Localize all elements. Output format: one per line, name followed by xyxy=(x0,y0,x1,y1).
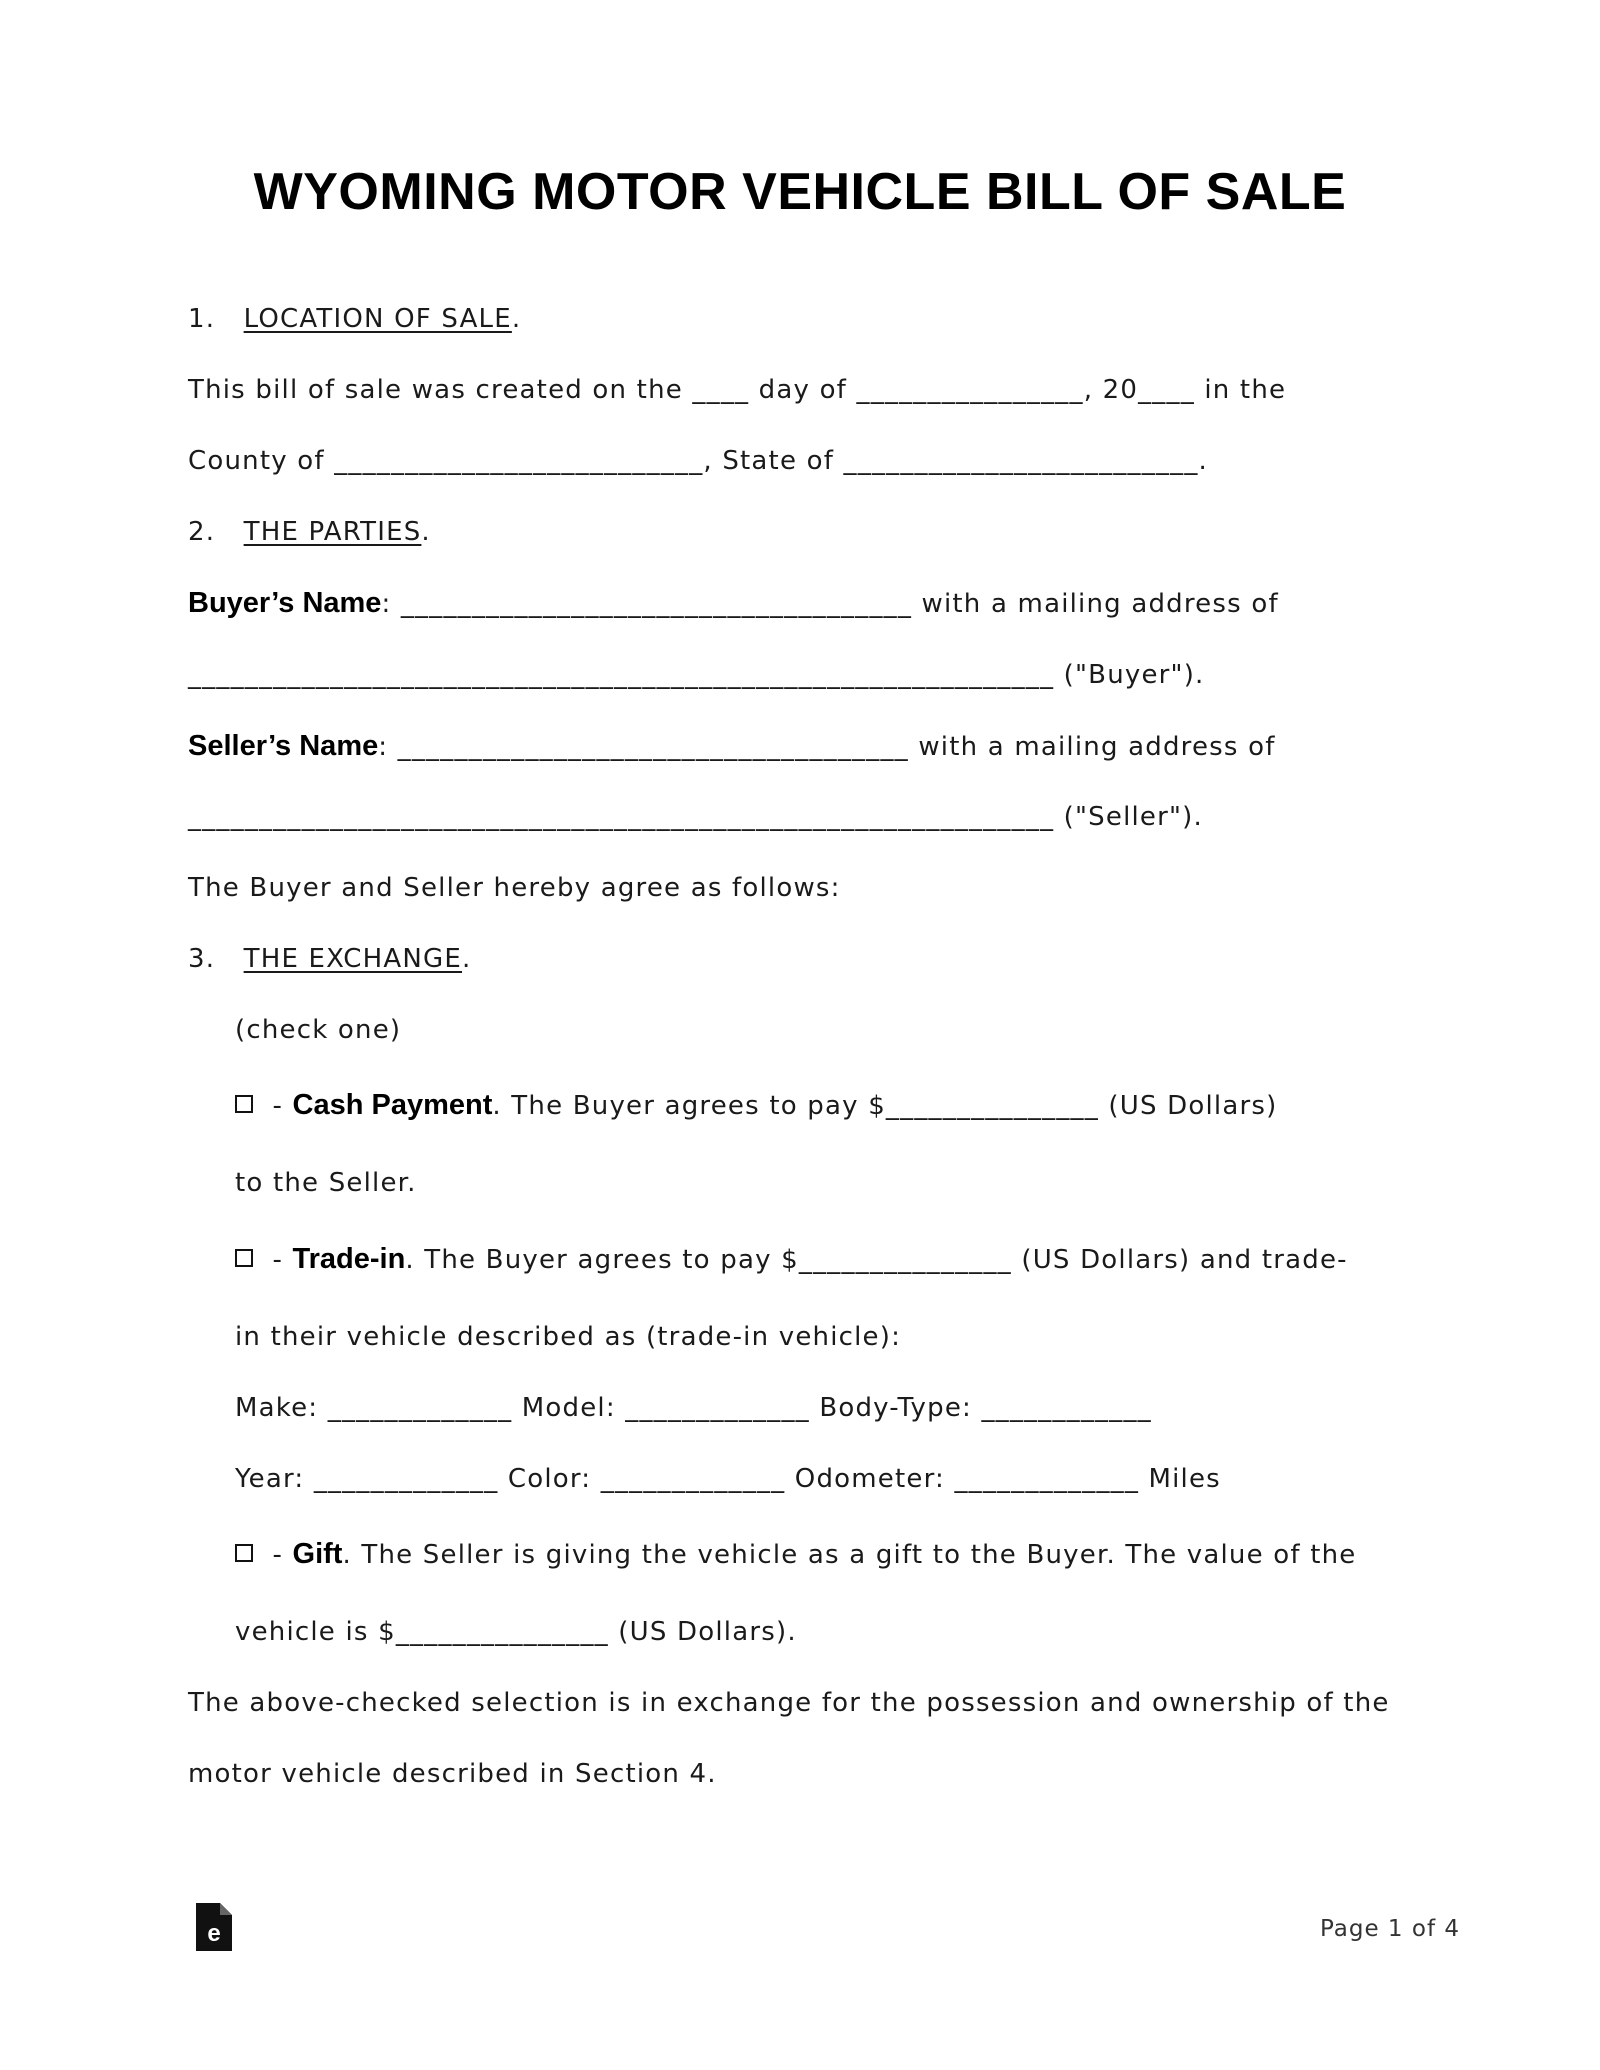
trade-in-label: Trade-in xyxy=(292,1243,406,1275)
trade-in-make-model-row: Make: _____________ Model: _____________ Body-Type: ____________ xyxy=(235,1393,1152,1423)
section-2-heading: 2. THE PARTIES. xyxy=(188,517,431,547)
cash-payment-continuation: to the Seller. xyxy=(235,1168,417,1198)
gift-option[interactable]: - Gift. The Seller is giving the vehicle as a gift to the Buyer. The value of the xyxy=(235,1538,1356,1571)
sale-location-line: County of __________________________, State of _________________________. xyxy=(188,446,1208,476)
closing-line-2: motor vehicle described in Section 4. xyxy=(188,1759,717,1789)
buyer-name-label: Buyer’s Name xyxy=(188,587,382,619)
seller-name-line: Seller’s Name: ____________________________________ with a mailing address of xyxy=(188,730,1276,762)
check-one-note: (check one) xyxy=(235,1015,402,1045)
gift-label: Gift xyxy=(292,1538,343,1570)
trade-in-checkbox[interactable] xyxy=(235,1249,253,1267)
page-number: Page 1 of 4 xyxy=(1319,1916,1460,1942)
agreement-line: The Buyer and Seller hereby agree as follows: xyxy=(188,873,841,903)
section-3-title: THE EXCHANGE xyxy=(243,944,463,974)
seller-address-line: _____________________________________________________________ ("Seller"). xyxy=(188,802,1203,832)
svg-text:e: e xyxy=(207,1920,221,1947)
trade-in-option[interactable]: - Trade-in. The Buyer agrees to pay $_______________ (US Dollars) and trade- xyxy=(235,1243,1348,1276)
document-title: WYOMING MOTOR VEHICLE BILL OF SALE xyxy=(253,163,1347,221)
gift-checkbox[interactable] xyxy=(235,1544,253,1562)
seller-name-label: Seller’s Name xyxy=(188,730,379,762)
trade-in-year-color-row: Year: _____________ Color: _____________ Odometer: _____________ Miles xyxy=(235,1464,1221,1494)
gift-continuation: vehicle is $_______________ (US Dollars). xyxy=(235,1617,797,1647)
section-3-heading: 3. THE EXCHANGE. xyxy=(188,944,472,974)
cash-payment-option[interactable]: - Cash Payment. The Buyer agrees to pay $_______________ (US Dollars) xyxy=(235,1089,1277,1122)
buyer-address-line: _____________________________________________________________ ("Buyer"). xyxy=(188,660,1205,690)
cash-payment-checkbox[interactable] xyxy=(235,1095,253,1113)
closing-line-1: The above-checked selection is in exchange for the possession and ownership of the xyxy=(188,1688,1390,1718)
section-2-title: THE PARTIES xyxy=(243,517,422,547)
section-1-title: LOCATION OF SALE xyxy=(243,304,512,334)
section-1-heading: 1. LOCATION OF SALE. xyxy=(188,304,522,334)
cash-payment-label: Cash Payment xyxy=(292,1089,493,1121)
buyer-name-line: Buyer’s Name: ____________________________________ with a mailing address of xyxy=(188,587,1279,619)
eforms-logo-icon xyxy=(196,1903,232,1951)
trade-in-continuation: in their vehicle described as (trade-in vehicle): xyxy=(235,1322,902,1352)
sale-date-line: This bill of sale was created on the ____ day of ________________, 20____ in the xyxy=(188,375,1287,405)
